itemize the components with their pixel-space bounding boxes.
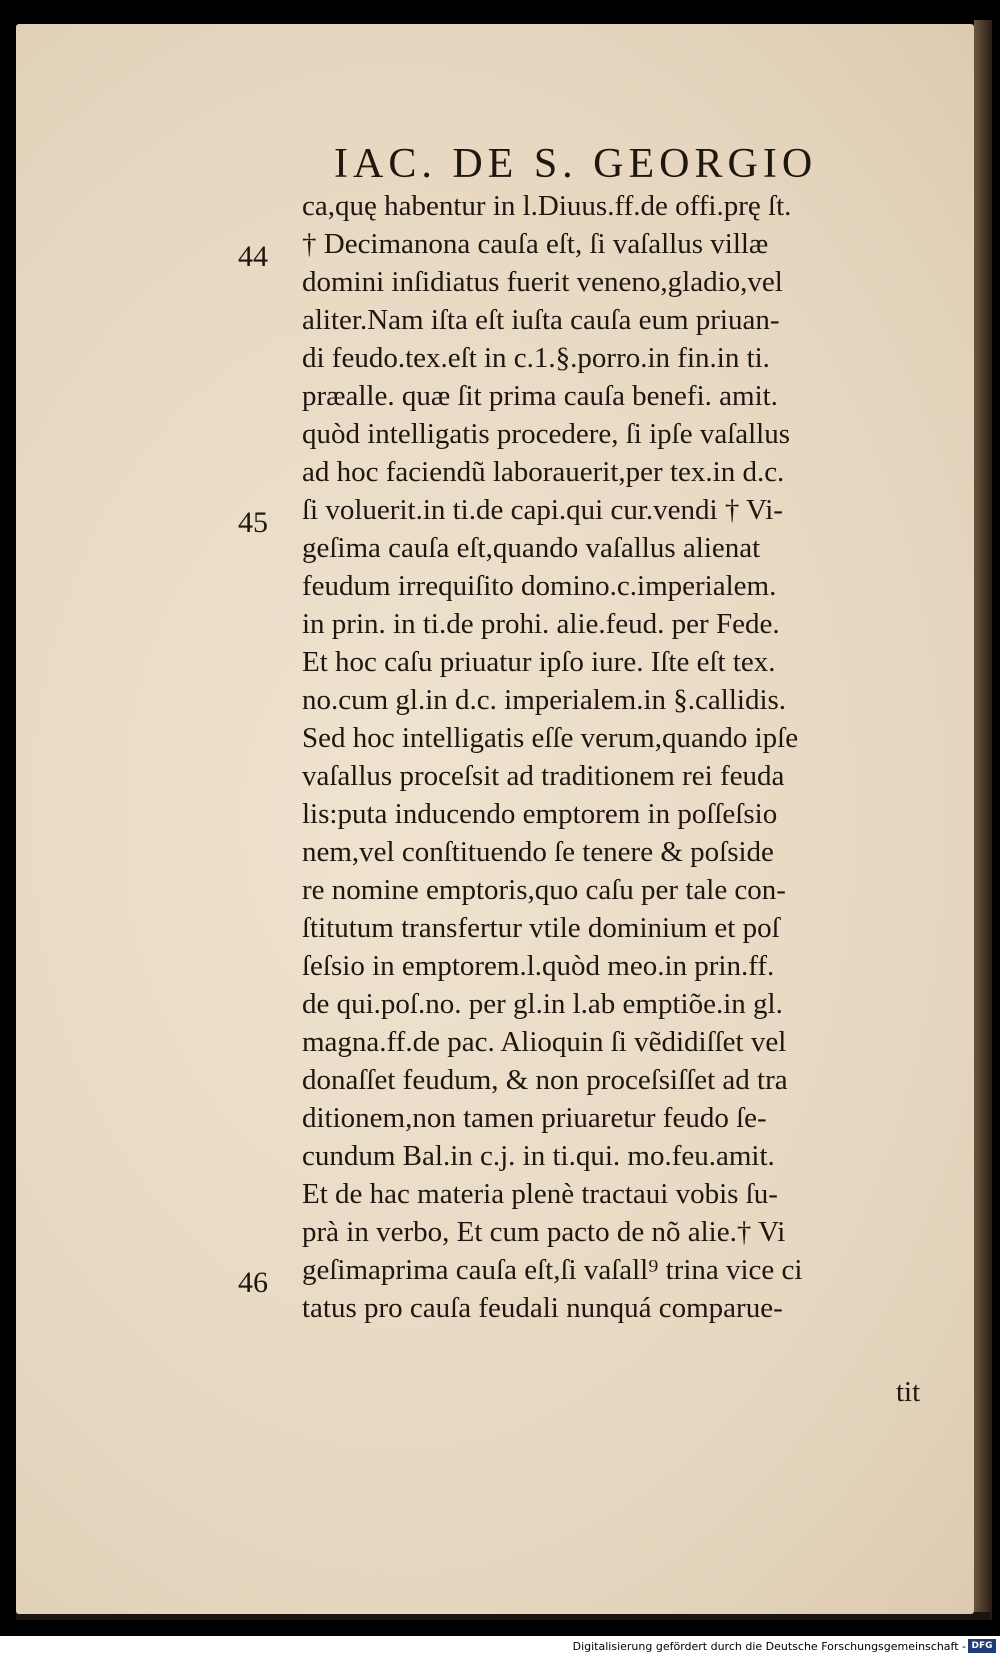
footer-credit: Digitalisierung gefördert durch die Deutsche Forschungsgemeinschaft - (572, 1640, 966, 1653)
text-line: domini inſidiatus fuerit veneno,gladio,vel (302, 266, 783, 298)
margin-number: 45 (238, 506, 268, 539)
text-line: in prin. in ti.de prohi. alie.feud. per Fede. (302, 608, 780, 640)
text-line: præalle. quæ ſit prima cauſa benefi. amit. (302, 380, 778, 412)
text-line: ca,quę habentur in l.Diuus.ff.de offi.prę ſt. (302, 190, 792, 222)
text-line: geſima cauſa eſt,quando vaſallus alienat (302, 532, 761, 564)
margin-number: 46 (238, 1266, 268, 1299)
text-line: prà in verbo, Et cum pacto de nõ alie.† Vi (302, 1216, 786, 1248)
text-line: ſtitutum transfertur vtile dominium et poſ (302, 912, 780, 944)
text-line: magna.ff.de pac. Alioquin ſi vẽdidiſſet vel (302, 1026, 787, 1058)
text-line: donaſſet feudum, & non proceſsiſſet ad tra (302, 1064, 788, 1096)
text-line: ad hoc faciendũ laborauerit,per tex.in d.c. (302, 456, 785, 488)
dfg-logo-icon: DFG (968, 1639, 996, 1653)
text-line: vaſallus proceſsit ad traditionem rei feuda (302, 760, 785, 792)
catchword: tit (896, 1376, 921, 1408)
text-line: Et hoc caſu priuatur ipſo iure. Iſte eſt tex. (302, 646, 776, 678)
text-line: geſimaprima cauſa eſt,ſi vaſall⁹ trina vice ci (302, 1254, 803, 1286)
text-line: cundum Bal.in c.j. in ti.qui. mo.feu.amit. (302, 1140, 775, 1172)
text-line: Et de hac materia plenè tractaui vobis ſu- (302, 1178, 778, 1210)
text-line: lis:puta inducendo emptorem in poſſeſsio (302, 798, 778, 830)
text-line: nem,vel conſtituendo ſe tenere & poſside (302, 836, 774, 868)
body-text (302, 187, 942, 1417)
text-line: ſi voluerit.in ti.de capi.qui cur.vendi † Vi- (302, 494, 783, 526)
text-line: no.cum gl.in d.c. imperialem.in §.callidis. (302, 684, 787, 716)
text-line: † Decimanona cauſa eſt, ſi vaſallus villæ (302, 228, 769, 260)
text-line: Sed hoc intelligatis eſſe verum,quando ipſe (302, 722, 799, 754)
text-line: di feudo.tex.eſt in c.1.§.porro.in fin.in ti. (302, 342, 770, 374)
text-line: aliter.Nam iſta eſt iuſta cauſa eum priuan- (302, 304, 780, 336)
text-line: tatus pro cauſa feudali nunquá comparue- (302, 1292, 783, 1324)
text-line: ditionem,non tamen priuaretur feudo ſe- (302, 1102, 767, 1134)
text-line: de qui.poſ.no. per gl.in l.ab emptiõe.in gl. (302, 988, 783, 1020)
running-title: IAC. DE S. GEORGIO (334, 141, 818, 187)
text-line: re nomine emptoris,quo caſu per tale con- (302, 874, 786, 906)
text-line: quòd intelligatis procedere, ſi ipſe vaſallus (302, 418, 791, 450)
book-edge (974, 20, 992, 1620)
text-line: feudum irrequiſito domino.c.imperialem. (302, 570, 777, 602)
text-line: ſeſsio in emptorem.l.quòd meo.in prin.ff. (302, 950, 775, 982)
margin-number: 44 (238, 240, 268, 273)
footer-bar (0, 1636, 1000, 1657)
